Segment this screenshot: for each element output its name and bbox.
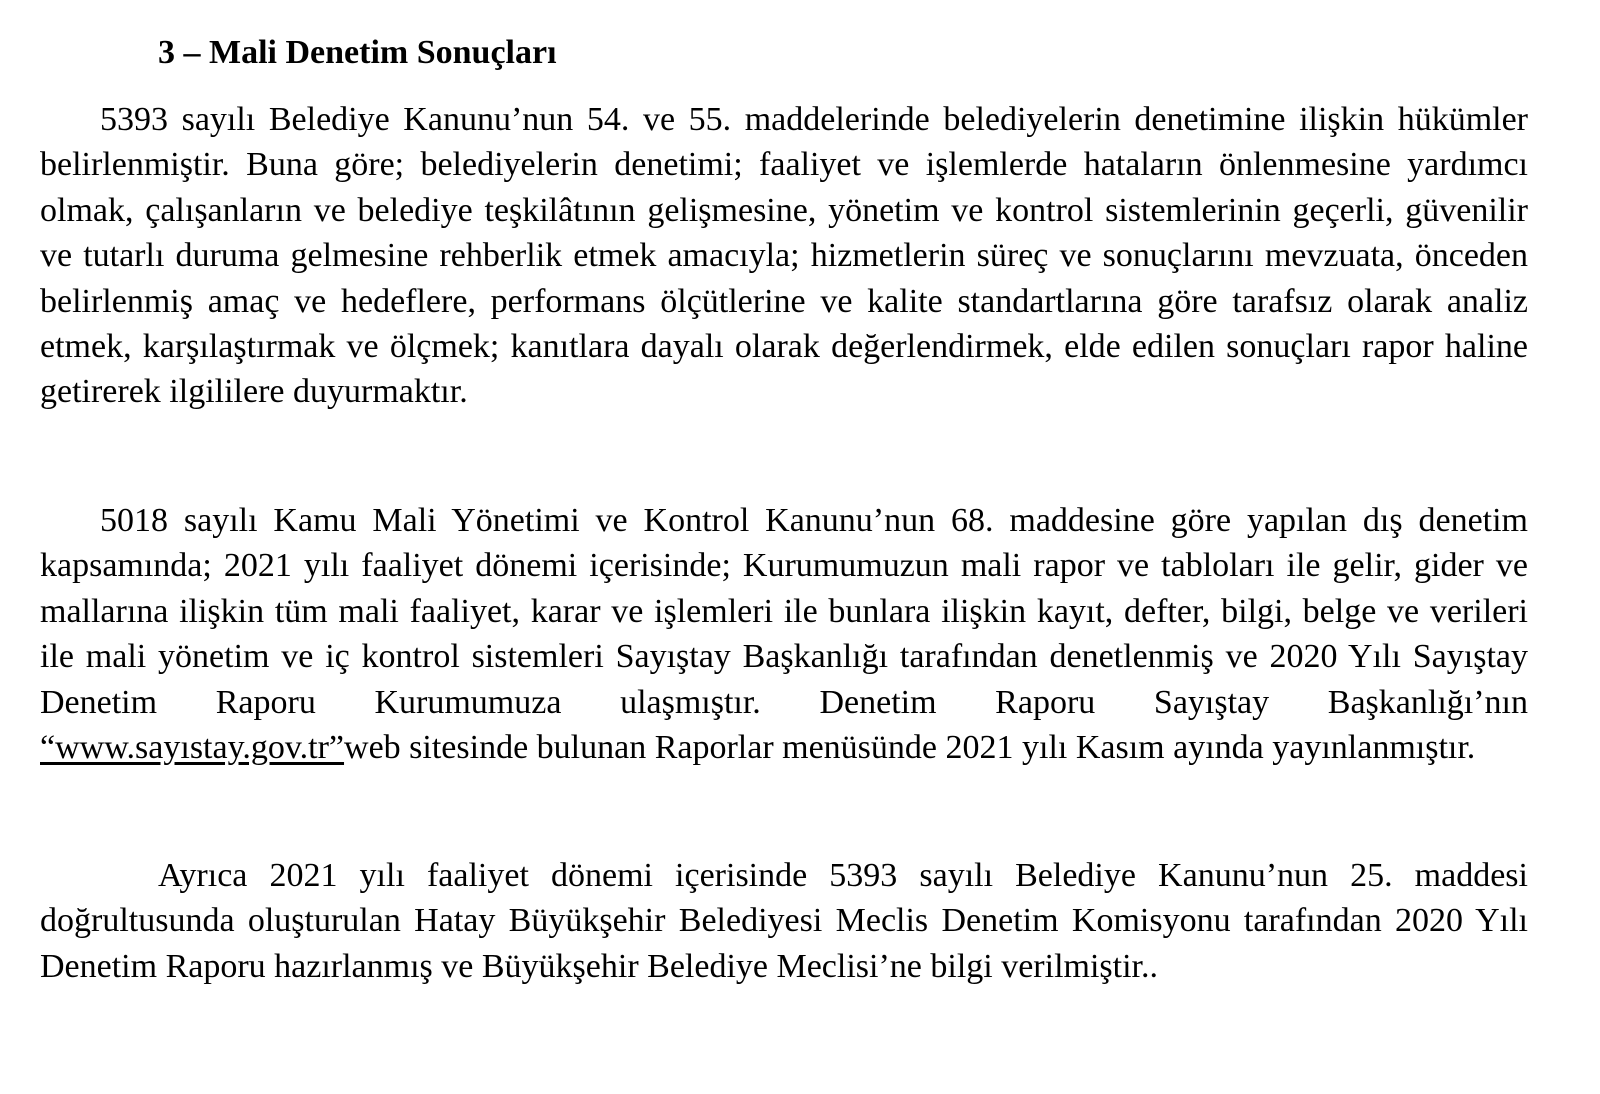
- section-heading: 3 – Mali Denetim Sonuçları: [158, 34, 557, 71]
- paragraph-council-commission: Ayrıca 2021 yılı faaliyet dönemi içerisinde 5393 sayılı Belediye Kanunu’nun 25. maddesi doğrultusunda oluşturulan Hatay Büyükşehir Belediyesi Meclis Denetim Komisyonu tarafından 2020 Yılı Denetim Raporu hazırlanmış ve Büyükşehir Belediye Meclisi’ne bilgi verilmiştir..: [40, 857, 1528, 985]
- paragraph-external-audit-text: 5018 sayılı Kamu Mali Yönetimi ve Kontrol Kanunu’nun 68. maddesine göre yapılan dış denetim kapsamında; 2021 yılı faaliyet dönemi içerisinde; Kurumumuzun mali rapor ve tabloları ile gelir, gider ve mallarına ilişkin tüm mali faaliyet, karar ve işlemleri ile bunlara ilişkin kayıt, defter, bilgi, belge ve verileri ile mali yönetim ve iç kontrol sistemleri Sayıştay Başkanlığı tarafından denetlenmiş ve 2020 Yılı Sayıştay Denetim Raporu Kurumumuza ulaşmıştır. Denetim Raporu Sayıştay Başkanlığı’nın: [40, 502, 1528, 721]
- paragraph-municipal-audit: 5393 sayılı Belediye Kanunu’nun 54. ve 55. maddelerinde belediyelerin denetimine ilişkin hükümler belirlenmiştir. Buna göre; belediyelerin denetimi; faaliyet ve işlemlerde hataların önlenmesine yardımcı olmak, çalışanların ve belediye teşkilâtının gelişmesine, yönetim ve kontrol sistemlerinin geçerli, güvenilir ve tutarlı duruma gelmesine rehberlik etmek amacıyla; hizmetlerin süreç ve sonuçlarını mevzuata, önceden belirlenmiş amaç ve hedeflere, performans ölçütlerine ve kalite standartlarına göre tarafsız olarak analiz etmek, karşılaştırmak ve ölçmek; kanıtlara dayalı olarak değerlendirmek, elde edilen sonuçları rapor haline getirerek ilgililere duyurmaktır.: [40, 101, 1528, 411]
- paragraph-external-audit: [40, 498, 1528, 770]
- paragraph-external-audit-text-end: web sitesinde bulunan Raporlar menüsünde 2021 yılı Kasım ayında yayınlanmıştır.: [344, 729, 1476, 767]
- sayistay-website-link[interactable]: “www.sayıstay.gov.tr”: [40, 729, 345, 767]
